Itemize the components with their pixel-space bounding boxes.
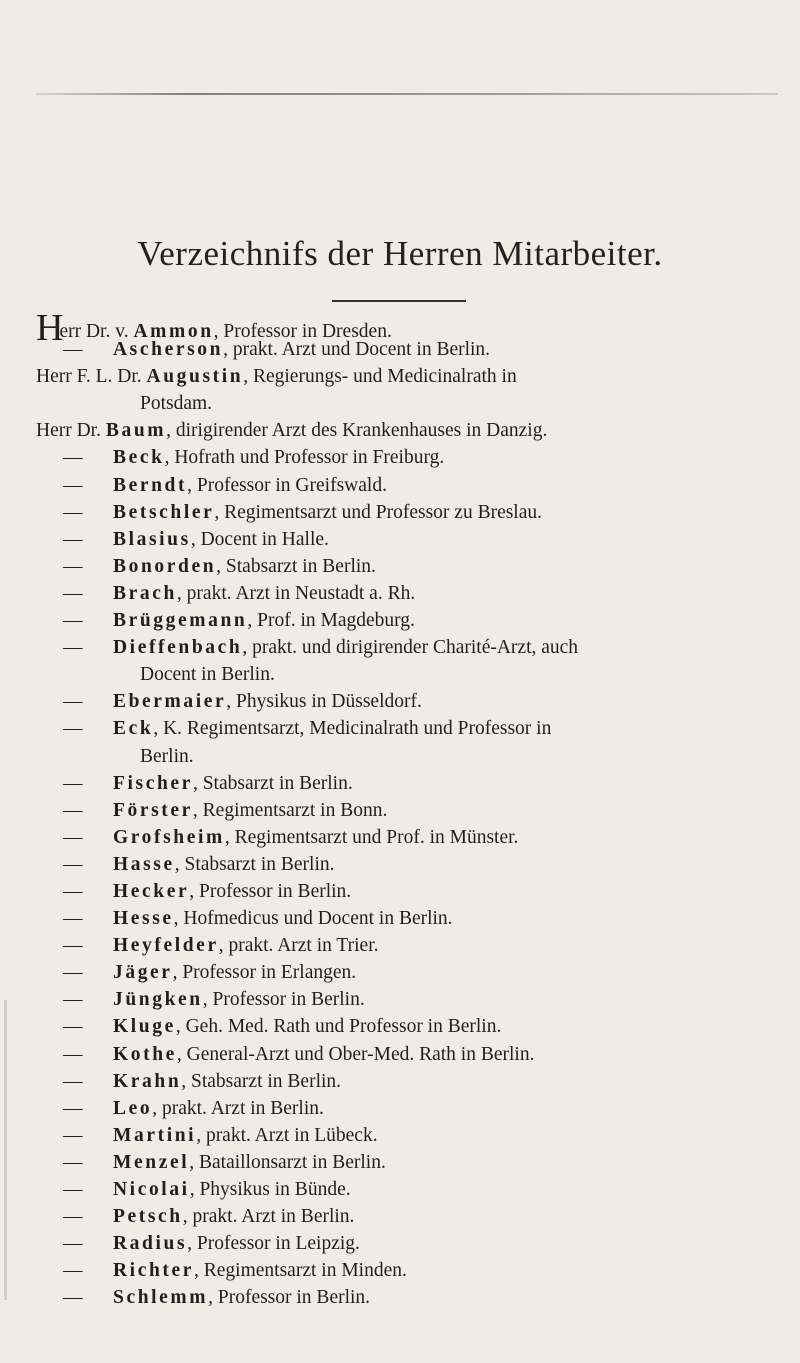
list-item <box>36 905 771 932</box>
title-divider <box>332 300 466 302</box>
contributor-name: Bonorden <box>113 555 217 577</box>
contributor-description: , Prof. in Magdeburg. <box>247 610 415 632</box>
ditto-dash: — <box>63 989 83 1011</box>
ditto-dash: — <box>63 880 83 902</box>
ditto-dash: — <box>63 962 83 984</box>
contributor-name: Dieffenbach <box>113 637 243 659</box>
contributor-description: , General-Arzt und Ober-Med. Rath in Berlin. <box>176 1043 535 1065</box>
entry-prefix: Herr F. L. Dr. <box>36 366 147 388</box>
contributor-description: , prakt. Arzt in Trier. <box>218 935 379 957</box>
contributor-name: Jäger <box>113 962 173 984</box>
ditto-dash: — <box>63 908 83 930</box>
contributor-description: , Docent in Halle. <box>190 528 329 550</box>
contributor-description: , Regimentsarzt in Bonn. <box>192 799 388 821</box>
contributor-name: Radius <box>113 1233 188 1255</box>
list-item <box>36 444 771 471</box>
list-item <box>36 986 771 1013</box>
list-item <box>36 634 771 661</box>
contributor-list <box>36 309 771 1311</box>
contributor-description: , Professor in Berlin. <box>189 880 352 902</box>
contributor-description: , Professor in Leipzig. <box>187 1233 360 1255</box>
ditto-dash: — <box>63 610 83 632</box>
contributor-description: , Physikus in Düsseldorf. <box>226 691 422 713</box>
ditto-dash: — <box>63 799 83 821</box>
list-item <box>36 715 771 742</box>
contributor-name: Eck <box>113 718 154 740</box>
contributor-name: Petsch <box>113 1206 183 1228</box>
ditto-dash: — <box>63 772 83 794</box>
contributor-name: Förster <box>113 799 193 821</box>
page-title: Verzeichnifs der Herren Mitarbeiter. <box>137 234 663 273</box>
entry-continuation <box>36 743 771 770</box>
contributor-name: Ascherson <box>113 339 224 361</box>
contributor-name: Menzel <box>113 1151 190 1173</box>
list-item <box>36 607 771 634</box>
contributor-description: , Geh. Med. Rath und Professor in Berlin. <box>175 1016 502 1038</box>
contributor-description: , dirigirender Arzt des Krankenhauses in Danzig. <box>166 420 548 442</box>
contributor-name: Berndt <box>113 474 188 496</box>
list-item <box>36 553 771 580</box>
drop-initial: H <box>36 307 60 349</box>
contributor-description: , prakt. Arzt in Lübeck. <box>196 1124 378 1146</box>
entry-continuation-text: Berlin. <box>140 745 194 767</box>
ditto-dash: — <box>63 935 83 957</box>
contributor-name: Nicolai <box>113 1179 190 1200</box>
ditto-dash: — <box>63 555 83 577</box>
list-item <box>36 526 771 553</box>
entry-continuation-text: Potsdam. <box>140 393 213 415</box>
contributor-name: Ammon <box>133 321 214 342</box>
contributor-description: , Physikus in Bünde. <box>189 1179 351 1200</box>
contributor-description: , Professor in Berlin. <box>202 989 365 1011</box>
contributor-name: Grofsheim <box>113 826 225 848</box>
contributor-description: , Hofrath und Professor in Freiburg. <box>164 447 445 469</box>
ditto-dash: — <box>63 474 83 496</box>
list-item <box>36 797 771 824</box>
contributor-description: , Stabsarzt in Berlin. <box>192 772 353 794</box>
ditto-dash: — <box>63 501 83 523</box>
contributor-name: Beck <box>113 447 165 469</box>
ditto-dash: — <box>63 1070 83 1092</box>
contributor-name: Richter <box>113 1260 195 1282</box>
list-item <box>36 580 771 607</box>
list-item <box>36 499 771 526</box>
contributor-description: , Professor in Greifswald. <box>187 474 387 496</box>
contributor-name: Fischer <box>113 772 193 794</box>
ditto-dash: — <box>63 691 83 713</box>
contributor-name: Krahn <box>113 1070 182 1092</box>
ditto-dash: — <box>63 528 83 550</box>
list-item <box>36 878 771 905</box>
contributor-name: Kothe <box>113 1043 177 1065</box>
ditto-dash: — <box>63 853 83 875</box>
list-item <box>36 336 771 363</box>
ditto-dash: — <box>63 1016 83 1038</box>
contributor-name: Hesse <box>113 908 174 930</box>
contributor-name: Blasius <box>113 528 191 550</box>
contributor-name: Martini <box>113 1124 197 1146</box>
ditto-dash: — <box>63 1151 83 1173</box>
list-item <box>36 1149 771 1176</box>
contributor-description: , Hofmedicus und Docent in Berlin. <box>173 908 453 930</box>
contributor-name: Ebermaier <box>113 691 227 713</box>
ditto-dash: — <box>63 447 83 469</box>
list-item <box>36 851 771 878</box>
contributor-description: , Stabsarzt in Berlin. <box>216 555 376 577</box>
contributor-name: Baum <box>105 420 167 442</box>
margin-shadow <box>4 1000 7 1300</box>
ditto-dash: — <box>63 718 83 740</box>
ditto-dash: — <box>63 1287 83 1309</box>
ditto-dash: — <box>63 1097 83 1119</box>
list-item <box>36 1095 771 1122</box>
list-item <box>36 688 771 715</box>
list-item <box>36 307 771 349</box>
entry-continuation-text: Docent in Berlin. <box>140 664 275 686</box>
ditto-dash: — <box>63 1233 83 1255</box>
ditto-dash: — <box>63 1124 83 1146</box>
entry-prefix: err Dr. v. <box>59 321 134 342</box>
contributor-description: , Stabsarzt in Berlin. <box>174 853 335 875</box>
contributor-name: Schlemm <box>113 1287 209 1309</box>
ditto-dash: — <box>63 1043 83 1065</box>
entry-continuation <box>36 661 771 688</box>
entry-continuation <box>36 390 771 417</box>
contributor-description: , Regierungs- und Medicinalrath in <box>243 366 517 388</box>
contributor-description: , prakt. Arzt und Docent in Berlin. <box>223 339 491 361</box>
contributor-name: Betschler <box>113 501 215 523</box>
list-item <box>36 959 771 986</box>
ditto-dash: — <box>63 1179 83 1200</box>
contributor-name: Hasse <box>113 853 175 875</box>
contributor-name: Brüggemann <box>113 610 248 632</box>
top-rule <box>36 93 778 95</box>
contributor-description: , Professor in Dresden. <box>213 321 392 342</box>
entry-prefix: Herr Dr. <box>36 420 106 442</box>
list-item <box>36 1257 771 1284</box>
list-item <box>36 824 771 851</box>
list-item <box>36 770 771 797</box>
contributor-description: , prakt. Arzt in Berlin. <box>152 1097 324 1119</box>
ditto-dash: — <box>63 1206 83 1228</box>
contributor-description: , Bataillonsarzt in Berlin. <box>189 1151 386 1173</box>
contributor-name: Heyfelder <box>113 935 219 957</box>
ditto-dash: — <box>63 582 83 604</box>
contributor-description: , K. Regimentsarzt, Medicinalrath und Professor in <box>153 718 552 740</box>
contributor-description: , Regimentsarzt und Prof. in Münster. <box>224 826 519 848</box>
list-item <box>36 417 771 444</box>
list-item <box>36 1284 771 1311</box>
contributor-name: Augustin <box>146 366 244 388</box>
contributor-description: , Professor in Berlin. <box>208 1287 371 1309</box>
ditto-dash: — <box>63 339 83 361</box>
list-item <box>36 1013 771 1040</box>
contributor-description: , prakt. und dirigirender Charité-Arzt, auch <box>242 637 579 659</box>
ditto-dash: — <box>63 637 83 659</box>
contributor-name: Leo <box>113 1097 153 1119</box>
contributor-description: , Professor in Erlangen. <box>172 962 357 984</box>
list-item <box>36 1068 771 1095</box>
ditto-dash: — <box>63 826 83 848</box>
ditto-dash: — <box>63 1260 83 1282</box>
contributor-name: Jüngken <box>113 989 203 1011</box>
contributor-description: , prakt. Arzt in Berlin. <box>182 1206 355 1228</box>
list-item <box>36 1176 771 1203</box>
list-item <box>36 363 771 390</box>
list-item <box>36 1203 771 1230</box>
contributor-description: , Regimentsarzt und Professor zu Breslau. <box>214 501 543 523</box>
contributor-description: , prakt. Arzt in Neustadt a. Rh. <box>176 582 416 604</box>
contributor-name: Brach <box>113 582 177 604</box>
contributor-name: Kluge <box>113 1016 176 1038</box>
contributor-description: , Stabsarzt in Berlin. <box>181 1070 342 1092</box>
contributor-name: Hecker <box>113 880 190 902</box>
list-item <box>36 1122 771 1149</box>
list-item <box>36 472 771 499</box>
list-item <box>36 932 771 959</box>
contributor-description: , Regimentsarzt in Minden. <box>194 1260 407 1282</box>
list-item <box>36 1041 771 1068</box>
list-item <box>36 1230 771 1257</box>
